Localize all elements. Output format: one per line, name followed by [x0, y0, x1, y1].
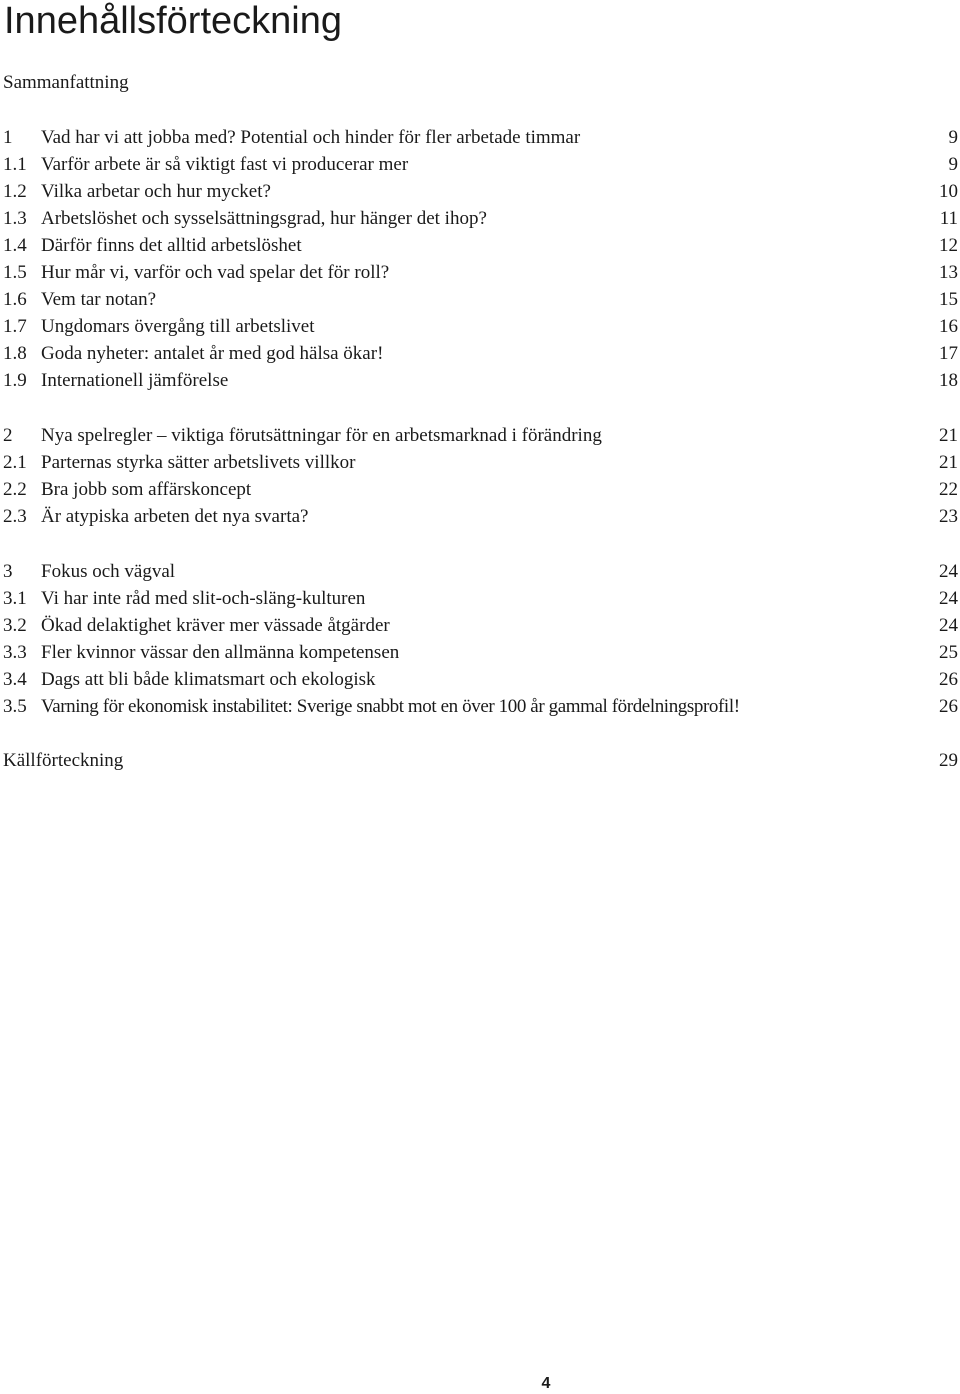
toc-entry-title: Hur mår vi, varför och vad spelar det för roll?	[41, 262, 390, 283]
toc-entry-number: 1.5	[3, 262, 27, 283]
toc-entry-number: 2.2	[3, 479, 27, 500]
toc-entry-3-2[interactable]	[3, 612, 958, 639]
toc-entry-1-8[interactable]	[3, 340, 958, 367]
toc-entry-number: 1.6	[3, 289, 27, 310]
toc-entry-1-9[interactable]	[3, 367, 958, 394]
toc-entry-page: 24	[939, 615, 958, 636]
toc-entry-1-7[interactable]	[3, 313, 958, 340]
toc-entry-page: 13	[939, 262, 958, 283]
toc-entry-page: 17	[939, 343, 958, 364]
toc-entry-number: 3.5	[3, 696, 27, 717]
toc-entry-2-2[interactable]	[3, 476, 958, 503]
toc-entry-title: Källförteckning	[3, 750, 124, 771]
toc-entry-title: Är atypiska arbeten det nya svarta?	[41, 506, 309, 527]
toc-entry-number: 3.3	[3, 642, 27, 663]
toc-entry-title: Dags att bli både klimatsmart och ekologisk	[41, 669, 376, 690]
toc-entry-title: Goda nyheter: antalet år med god hälsa ökar!	[41, 343, 384, 364]
toc-entry-page: 9	[948, 154, 958, 175]
toc-entry-page: 16	[939, 316, 958, 337]
toc-entry-3-4[interactable]	[3, 666, 958, 693]
toc-entry-page: 12	[939, 235, 958, 256]
toc-entry-page: 25	[939, 642, 958, 663]
toc-entry-number: 3.4	[3, 669, 27, 690]
toc-entry-number: 2.3	[3, 506, 27, 527]
toc-entry-number: 2.1	[3, 452, 27, 473]
toc-entry-page: 10	[939, 181, 958, 202]
toc-entry-page: 21	[939, 425, 958, 446]
toc-entry-page: 21	[939, 452, 958, 473]
toc-entry-title: Arbetslöshet och sysselsättningsgrad, hur hänger det ihop?	[41, 208, 487, 229]
toc-entry-title: Varning för ekonomisk instabilitet: Sverige snabbt mot en över 100 år gammal fördelningsprofil!	[41, 696, 740, 717]
toc-entry-2-3[interactable]	[3, 503, 958, 530]
toc-entry-title: Parternas styrka sätter arbetslivets villkor	[41, 452, 356, 473]
toc-entry-number: 1.2	[3, 181, 27, 202]
toc-entry-number: 1.4	[3, 235, 27, 256]
toc-entry-number: 1.9	[3, 370, 27, 391]
toc-entry-summary[interactable]	[3, 69, 958, 96]
toc-entry-number: 1.7	[3, 316, 27, 337]
toc-entry-1-6[interactable]	[3, 286, 958, 313]
toc-entry-title: Internationell jämförelse	[41, 370, 229, 391]
toc-entry-1-4[interactable]	[3, 232, 958, 259]
toc-entry-number: 1.1	[3, 154, 27, 175]
toc-entry-title: Fokus och vägval	[41, 561, 176, 582]
toc-entry-3-1[interactable]	[3, 585, 958, 612]
toc-entry-title: Vad har vi att jobba med? Potential och hinder för fler arbetade timmar	[41, 127, 581, 148]
toc-entry-title: Fler kvinnor vässar den allmänna kompetensen	[41, 642, 400, 663]
toc-entry-page: 18	[939, 370, 958, 391]
toc-entry-page: 11	[939, 208, 958, 229]
toc-entry-number: 3.1	[3, 588, 27, 609]
toc-entry-2-1[interactable]	[3, 449, 958, 476]
toc-entry-number: 3	[3, 561, 13, 582]
page-number: 4	[541, 1375, 551, 1392]
toc-entry-page: 26	[939, 696, 958, 717]
toc-entry-title: Ökad delaktighet kräver mer vässade åtgärder	[41, 615, 390, 636]
toc-entry-number: 2	[3, 425, 13, 446]
toc-entry-title: Nya spelregler – viktiga förutsättningar för en arbetsmarknad i förändring	[41, 425, 602, 446]
toc-entry-title: Vilka arbetar och hur mycket?	[41, 181, 271, 202]
toc-entry-3-5[interactable]	[3, 693, 958, 720]
toc-entry-2[interactable]	[3, 422, 958, 449]
toc-entry-page: 23	[939, 506, 958, 527]
toc-entry-number: 1.3	[3, 208, 27, 229]
toc-entry-1[interactable]	[3, 124, 958, 151]
toc-entry-references[interactable]	[3, 747, 958, 774]
toc-entry-title: Varför arbete är så viktigt fast vi producerar mer	[41, 154, 409, 175]
page-title: Innehållsförteckning	[4, 0, 342, 42]
toc-entry-1-3[interactable]	[3, 205, 958, 232]
toc-entry-title: Bra jobb som affärskoncept	[41, 479, 252, 500]
toc-entry-title: Ungdomars övergång till arbetslivet	[41, 316, 315, 337]
toc-entry-number: 1.8	[3, 343, 27, 364]
toc-entry-page: 24	[939, 561, 958, 582]
toc-entry-page: 9	[948, 127, 958, 148]
toc-entry-3[interactable]	[3, 558, 958, 585]
toc-entry-number: 1	[3, 127, 13, 148]
toc-entry-page: 26	[939, 669, 958, 690]
toc-entry-number: 3.2	[3, 615, 27, 636]
toc-entry-title: Sammanfattning	[3, 72, 129, 93]
toc-entry-3-3[interactable]	[3, 639, 958, 666]
toc-entry-page: 29	[939, 750, 958, 771]
toc-entry-page: 15	[939, 289, 958, 310]
toc-entry-page: 22	[939, 479, 958, 500]
toc-entry-1-5[interactable]	[3, 259, 958, 286]
toc-entry-title: Därför finns det alltid arbetslöshet	[41, 235, 302, 256]
toc-entry-page: 24	[939, 588, 958, 609]
toc-entry-title: Vem tar notan?	[41, 289, 157, 310]
toc-entry-1-2[interactable]	[3, 178, 958, 205]
toc-entry-1-1[interactable]	[3, 151, 958, 178]
toc-entry-title: Vi har inte råd med slit-och-släng-kulturen	[41, 588, 366, 609]
